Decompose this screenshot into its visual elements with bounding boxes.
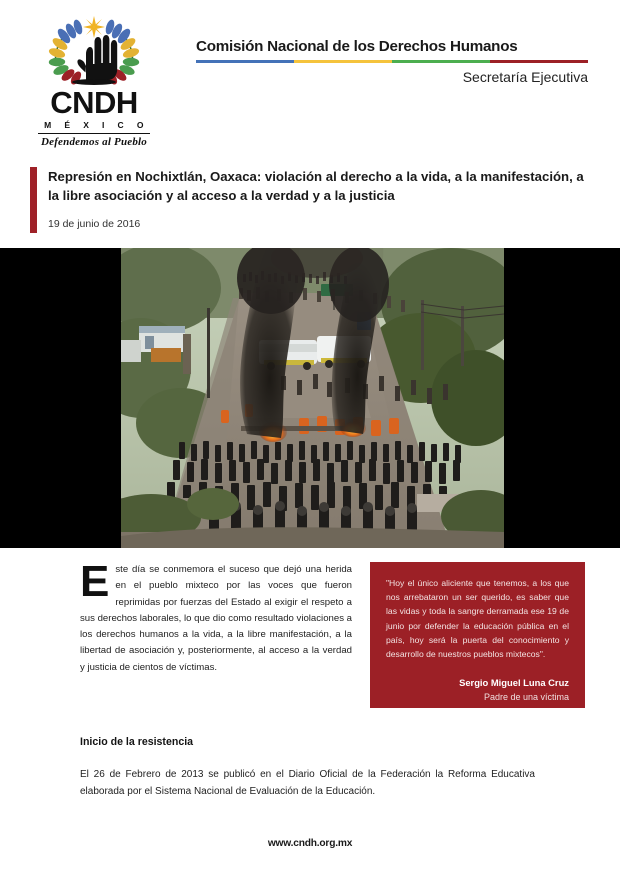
title-accent-bar: [30, 167, 37, 233]
header-color-bar: [196, 60, 588, 63]
institution-name: Comisión Nacional de los Derechos Humanos: [196, 38, 518, 55]
color-bar-green: [392, 60, 490, 63]
pull-quote-text: "Hoy el único aliciente que tenemos, a los que nos arrebataron un ser querido, es saber que las vidas y toda la sangre derramada ese 19 de junio por defender la educación pública en el país, hoy será la puerta del conocimiento y desarrollo de nuestros pueblos mixtecos".: [386, 578, 569, 660]
color-bar-yellow: [294, 60, 392, 63]
pull-quote-box: [370, 562, 585, 708]
photo-band: [0, 248, 620, 548]
logo-country: M É X I C O: [44, 120, 149, 130]
intro-paragraph-column: [80, 557, 352, 676]
nochixtlan-protest-photo: [121, 248, 504, 548]
section-heading: Inicio de la resistencia: [80, 736, 194, 748]
publication-date: 19 de junio de 2016: [48, 218, 141, 230]
intro-paragraph: [80, 557, 352, 676]
logo-divider: [38, 133, 150, 134]
color-bar-red: [490, 60, 588, 63]
intro-paragraph-text: ste día se conmemora el suceso que dejó una herida en el pueblo mixteco por las voces que fueron reprimidas por fuerzas del Estado al exigir el respeto a sus derechos laborales, lo que dio como resultado violaciones a los derechos humanos a la vida, a la libre manifestación, a la libertad de asociación y, posteriormente, al acceso a la verdad y justicia de cientos de víctimas.: [80, 564, 352, 673]
drop-cap: E: [80, 557, 110, 606]
header-institution-block: [196, 38, 586, 85]
logo-tagline: Defendemos al Pueblo: [40, 136, 148, 148]
quote-author-name: Sergio Miguel Luna Cruz: [459, 677, 569, 689]
cndh-logo: [30, 14, 158, 149]
cndh-hand-laurel-emblem: [30, 14, 158, 86]
footer-website[interactable]: www.cndh.org.mx: [267, 838, 353, 849]
pull-quote-attribution: [386, 676, 569, 704]
quote-author-role: Padre de una víctima: [483, 692, 569, 703]
color-bar-blue: [196, 60, 294, 63]
page-title: Represión en Nochixtlán, Oaxaca: violación al derecho a la vida, a la manifestación, a la libre asociación y al acceso a la verdad y a la justicia: [48, 169, 584, 203]
section-paragraph: El 26 de Febrero de 2013 se publicó en el Diario Oficial de la Federación la Reforma Educativa elaborada por el Sistema Nacional de Evaluación de la Educación.: [80, 769, 535, 797]
logo-acronym: CNDH: [50, 85, 138, 120]
article-title-block: [30, 167, 590, 230]
header-subtitle: Secretaría Ejecutiva: [462, 69, 588, 85]
document-header: [0, 0, 620, 150]
